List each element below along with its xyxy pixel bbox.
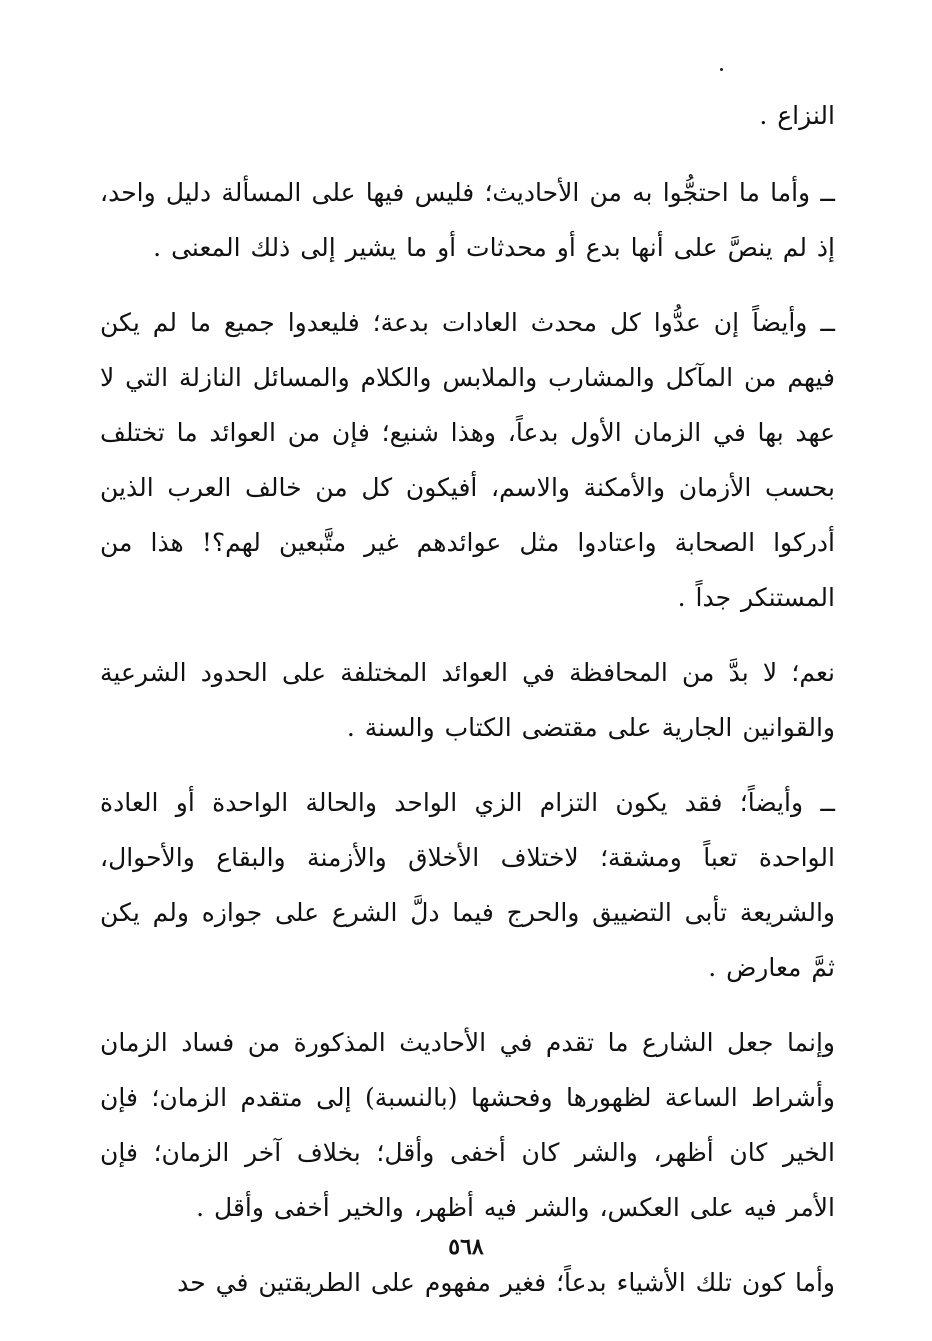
paragraph-corruption-of-time: وإنما جعل الشارع ما تقدم في الأحاديث المذكورة من فساد الزمان وأشراط الساعة لظهورها وفحشها (بالنسبة) إلى متقدم الزمان؛ فإن الخير كان أظهر، والشر كان أخفى وأقل؛ بخلاف آخر الزمان؛ فإن الأمر فيه على العكس، والشر فيه أظهر، والخير أخفى وأقل . bbox=[100, 1028, 835, 1222]
paragraph-customs-innovation: ــ وأيضاً إن عدُّوا كل محدث العادات بدعة؛ فليعدوا جميع ما لم يكن فيهم من المآكل والمشارب والملابس والكلام والمسائل النازلة التي لا عهد بها في الزمان الأول بدعاً، وهذا شنيع؛ فإن من العوائد ما تختلف بحسب الأزمان والأمكنة والاسم، أفيكون كل من خالف العرب الذين أدركوا الصحابة واعتادوا مثل عوائدهم غير متَّبعين لهم؟! هذا من المستنكر جداً . bbox=[100, 308, 835, 612]
page-number: ٥٦٨ bbox=[448, 1234, 484, 1260]
page-speck bbox=[720, 68, 723, 71]
paragraph-hadith-argument: ــ وأما ما احتجُّوا به من الأحاديث؛ فليس فيها على المسألة دليل واحد، إذ لم ينصَّ على أنها بدع أو محدثات أو ما يشير إلى ذلك المعنى . bbox=[100, 178, 835, 262]
paragraph-closing: وأما كون تلك الأشياء بدعاً؛ فغير مفهوم على الطريقتين في حد bbox=[177, 1268, 835, 1297]
paragraph-hardship: ــ وأيضاً؛ فقد يكون التزام الزي الواحد والحالة الواحدة أو العادة الواحدة تعباً ومشقة؛ لاختلاف الأخلاق والأزمنة والبقاع والأحوال، والشريعة تأبى التضييق والحرج فيما دلَّ الشرع على جوازه ولم يكن ثمَّ معارض . bbox=[100, 788, 835, 982]
paragraph-continuation: النزاع . bbox=[759, 101, 835, 130]
paragraph-legal-limits: نعم؛ لا بدَّ من المحافظة في العوائد المختلفة على الحدود الشرعية والقوانين الجارية على مقتضى الكتاب والسنة . bbox=[100, 658, 835, 742]
body-text bbox=[100, 88, 835, 1330]
